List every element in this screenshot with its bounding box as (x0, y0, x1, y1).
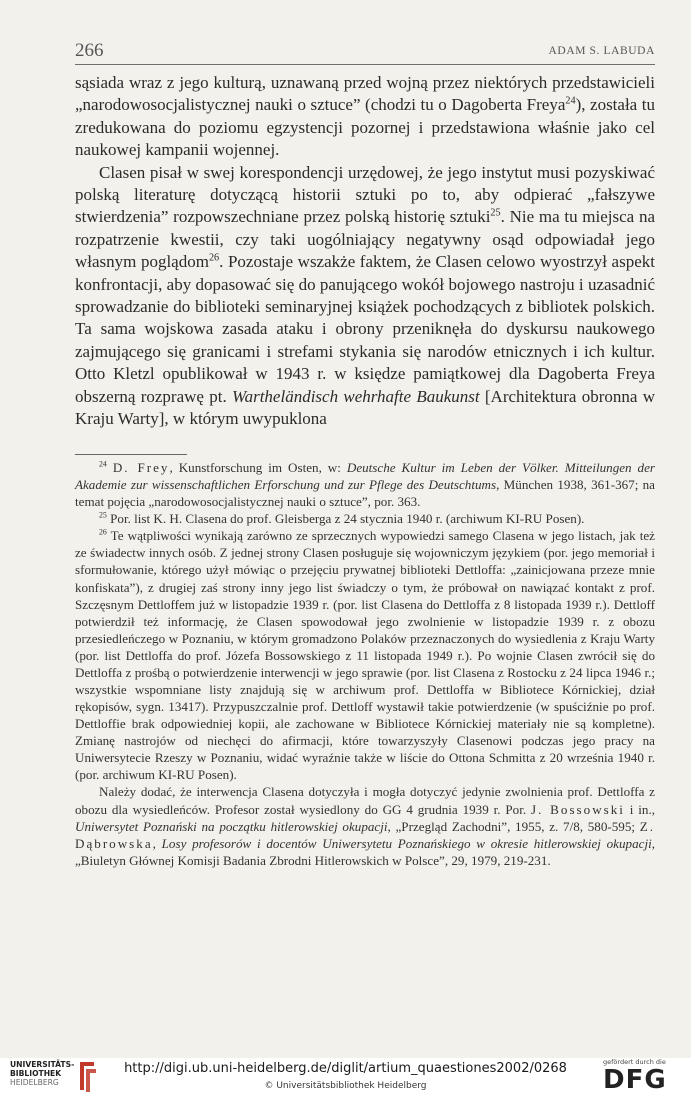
spaced-author-name: J. Bossowski (530, 801, 625, 817)
note-reference: 25 (99, 510, 107, 520)
text-run: sąsiada wraz z jego kulturą, uznawaną przed wojną przez niektórych przedstawicieli „narodowosocjalistycznej nauki o sztuce” (chodzi tu o Dagoberta Freya (75, 73, 655, 115)
note-reference: 26 (208, 252, 220, 264)
text-run: , „Przegląd Zachodni”, 1955, z. 7/8, 580-595; (387, 818, 640, 834)
italic-title: Deutsche Kultur im Leben der Völker. Mitteilungen der Akademie zur wissenschaftlichen Erforschung und zur Pflege des Deutschtums (75, 460, 655, 493)
main-text (75, 72, 655, 431)
italic-title: Wartheländisch wehrhafte Baukunst (231, 386, 480, 406)
library-city: HEIDELBERG (10, 1078, 59, 1088)
dfg-logo-text: DFG (603, 1065, 667, 1095)
footnote-separator (75, 454, 187, 455)
viewer-footer (0, 1058, 691, 1098)
text-run: Clasen pisał w swej korespondencji urzędowej, że jego instytut musi pozyskiwać polską literaturę dotyczącą historii sztuki po to, aby odpierać „fałszywe stwierdzenia” rozpowszechniane przez polską historię sztuki (75, 162, 655, 227)
note-reference: 26 (99, 527, 107, 537)
text-run: , „Biuletyn Głównej Komisji Badania Zbrodni Hitlerowskich w Polsce”, 29, 1979, 219-231. (75, 835, 656, 868)
text-run: ), została tu zredukowana do poziomu egzystencji pozornej i przedstawiona właśnie jako cel naukowej kampanii wojennej. (75, 95, 655, 160)
spaced-author-name: D. Frey (112, 460, 170, 475)
text-run: , München 1938, 361-367; na temat pojęcia „narodowosocjalistycznej nauki o sztuce”, por. 363. (75, 477, 655, 510)
library-name-line: BIBLIOTHEK (10, 1069, 62, 1079)
copyright-notice: © Universitätsbibliothek Heidelberg (264, 1081, 427, 1091)
footnotes (75, 459, 655, 869)
text-run: . Pozostaje wszakże faktem, że Clasen celowo wyostrzył aspekt konfrontacji, aby dopasować się do panującego wokół bojowego nastroju i uzasadnić sprowadzanie do biblioteki seminaryjnej książek pochodzących z bibliotek polskich. Ta sama wojskowa zasada ataku i obrony przeniknęła do dyskursu naukowego zajmującego się granicami i strefami stykania się narodów etnicznych i ich kultur. Otto Kletzl opublikował w 1943 r. w księdze pamiątkowej dla Dagoberta Freya obszerną rozprawę pt. (75, 252, 655, 406)
running-head: ADAM S. LABUDA (548, 45, 655, 57)
page-number: 266 (75, 40, 104, 61)
text-run: Por. list K. H. Clasena do prof. Gleisberga z 24 stycznia 1940 r. (archiwum KI-RU Posen). (106, 511, 585, 527)
text-run: . Nie ma tu miejsca na rozpatrzenie kwestii, czy taki uogólniający negatywny osąd odpowiadał jego własnym poglądom (75, 207, 655, 272)
permalink-url[interactable]: http://digi.ub.uni-heidelberg.de/diglit/artium_quaestiones2002/0268 (124, 1061, 567, 1076)
text-run: , Kunstforschung im Osten, w: (169, 460, 347, 475)
text-run: [Architektura obronna w Kraju Warty], w którym uwypuklona (75, 386, 656, 429)
footnote (75, 783, 655, 868)
text-run: , (152, 835, 162, 851)
body-paragraph (75, 162, 655, 431)
footnote (75, 459, 655, 510)
library-name-line: UNIVERSITÄTS- (10, 1060, 75, 1069)
spaced-author-name: Z. Dąbrowska (75, 818, 655, 851)
footnote (75, 527, 655, 783)
page-header (75, 40, 655, 65)
text-run: i in., (624, 801, 655, 817)
italic-title: Uniwersytet Poznański na początku hitlerowskiej okupacji (75, 818, 388, 834)
note-reference: 24 (99, 459, 107, 469)
note-reference: 25 (490, 207, 501, 219)
dfg-logo[interactable] (603, 1058, 683, 1096)
footnote (75, 510, 655, 527)
dfg-caption: gefördert durch die (603, 1058, 666, 1066)
body-paragraph (75, 72, 655, 162)
text-run: Należy dodać, że interwencja Clasena dotyczyła i mogła dotyczyć jedynie zwolnienia prof. Dettloffa z obozu dla wysiedleńców. Profesor został wysiedlony do GG 4 grudnia 1939 r. Por. (75, 784, 655, 817)
text-run: Te wątpliwości wynikają zarówno ze sprzecznych wypowiedzi samego Clasena w jego listach, jak też ze świadectw innych osób. Z jednej strony Clasen posługuje się wojowniczym językiem (por. jego memoriał i sformułowanie, którego użył mówiąc o przejęciu prywatnej biblioteki Dettloffa: „zainicjowana przeze mnie konfiskata”), z drugiej zaś strony inny jego list świadczy o tym, że próbował on nawiązać kontakt z prof. Szczęsnym Dettloffem już w listopadzie 1939 r. (por. list Clasena do Dettloffa z 8 listopada 1939 r.). Dettloff potwierdził też informację, że Clasen spowodował jego zwolnienie w listopadzie 1939 r. z obozu przesiedleńczego w Poznaniu, w którym gromadzono Polaków przeznaczonych do wysiedlenia z Kraju Warty (por. list Dettloffa do prof. Józefa Bossowskiego z 11 listopada 1949 r.). Po wojnie Clasen zwrócił się do Dettloffa z prośbą o potwierdzenie interwencji w jego sprawie (por. list Clasena z Rostocku z 24 lipca 1946 r.; wszystkie wspomniane listy znajdują się w archiwum prof. Dettloffa w Bibliotece Kórnickiej, dział rękopisów, sygn. 13417). Przypuszczalnie prof. Dettloff wystawił takie potwierdzenie (w spuściźnie po prof. Dettloffie brak odpowiedniej kopii, ale zachowane w Bibliotece Kórnickiej materiały nie są kompletne). Zmianę nastrojów od niechęci do afirmacji, które towarzyszyły Clasenowi podczas jego pracy na Uniwersytecie Rzeszy w Poznaniu, widać wyraźnie także w liście do Ottona Schmitta z 20 września 1940 r. (por. archiwum KI-RU Posen). (75, 528, 655, 783)
note-reference: 24 (565, 95, 576, 107)
italic-title: Losy profesorów i docentów Uniwersytetu Poznańskiego w okresie hitlerowskiej okupacji (161, 835, 652, 851)
